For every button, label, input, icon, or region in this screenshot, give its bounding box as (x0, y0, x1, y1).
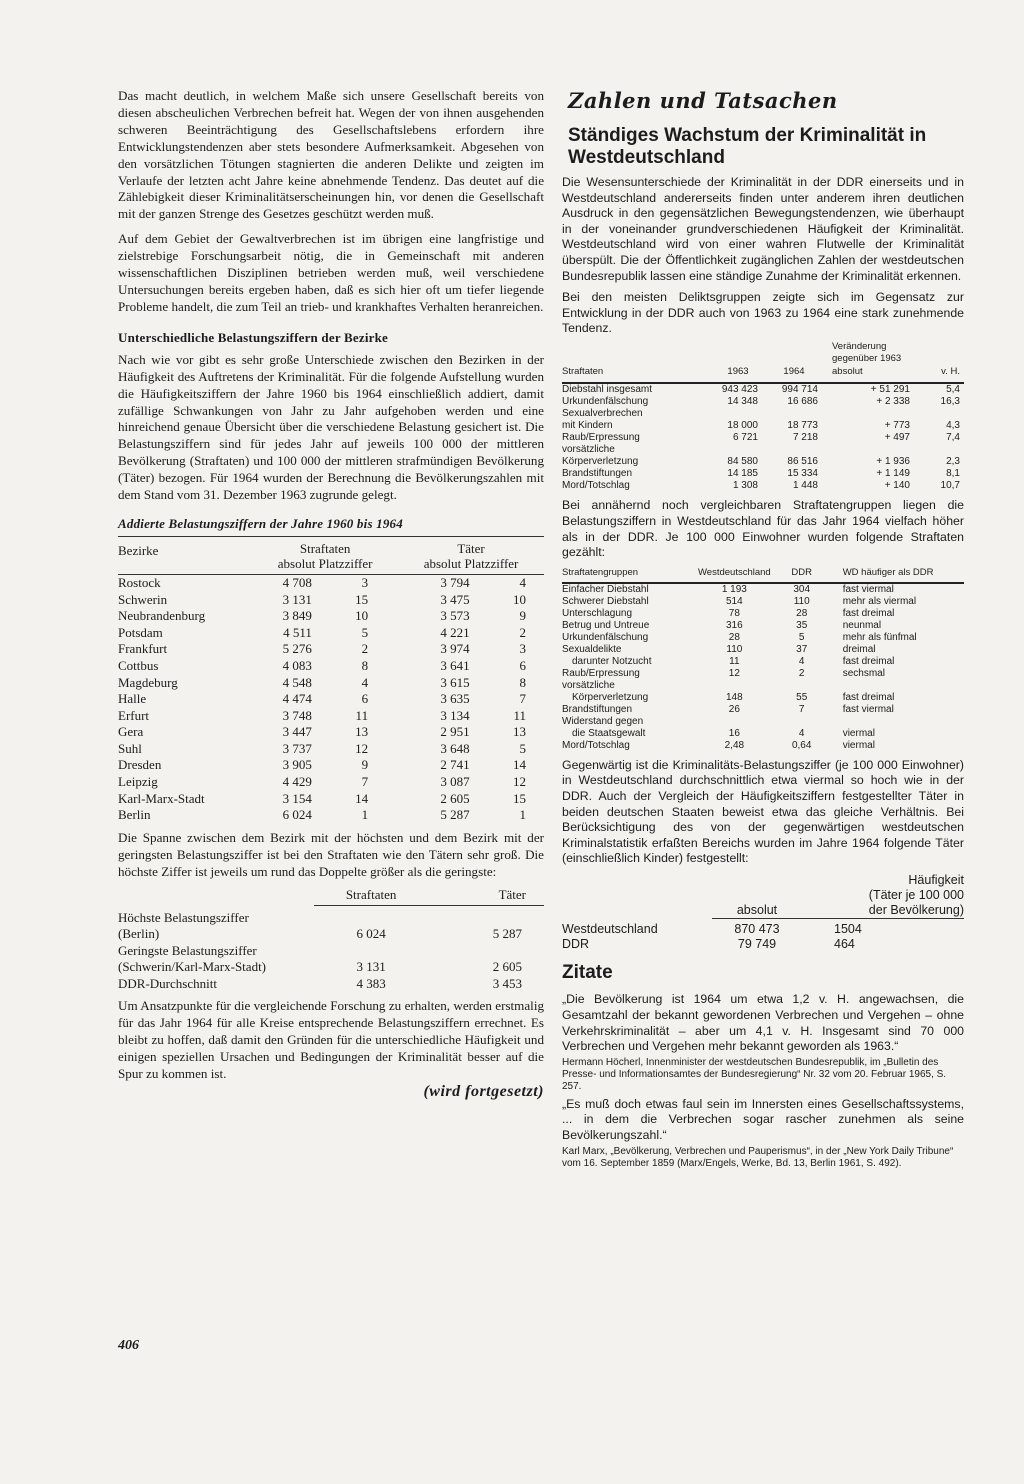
cell-1964: 16 686 (787, 396, 818, 408)
cell-taeter-platz: 12 (513, 774, 526, 790)
cell-taeter-absolut: 3 615 (440, 674, 470, 690)
cell-taeter-platz: 10 (513, 591, 526, 607)
table-row (562, 728, 964, 740)
cell-1963: 14 185 (727, 468, 758, 480)
table-row (562, 740, 964, 752)
cell-taeter-platz: 4 (519, 574, 526, 590)
table-row (562, 716, 964, 728)
cell-haeufiger: fast viermal (842, 703, 894, 715)
table-row (562, 692, 964, 704)
cell-label: die Staatsgewalt (572, 727, 646, 739)
cell-straftaten-platz: 9 (361, 757, 369, 773)
header-line: (Täter je 100 000 (868, 887, 964, 902)
table-row (118, 608, 544, 625)
cell-1963: 84 580 (727, 456, 758, 468)
cell-label: Widerstand gegen (562, 715, 644, 727)
cell-straftaten-absolut: 3 447 (282, 724, 312, 740)
quotes-heading: Zitate (562, 962, 613, 984)
cell-taeter-platz: 13 (513, 724, 526, 740)
cell-label: Sexualverbrechen (562, 408, 643, 420)
row-label: Höchste Belastungsziffer (118, 909, 249, 925)
row-label: Geringste Belastungsziffer (118, 942, 257, 958)
cell-taeter-absolut: 2 605 (440, 790, 470, 806)
cell-westdeutschland: 28 (728, 631, 740, 643)
col-header-bezirke: Bezirke (118, 542, 159, 558)
research-outlook-paragraph: Um Ansatzpunkte für die vergleichende Forschung zu erhalten, werden erstmalig für das Jahr 1964 für alle Kreise entsprechende Belastungsziffern errechnet. Es bleibt zu hoffen, daß damit den Gründen für die unterschiedliche Häufigkeit und einigen speziellen Ursachen und Bedingungen der Kriminalität besser auf die Spur zu kommen ist. (118, 998, 544, 1081)
section-heading: Unterschiedliche Belastungsziffern der Bezirke (118, 329, 388, 345)
col-header-straftaten: Straftaten (314, 887, 428, 906)
table-row (562, 480, 964, 492)
cell-straftaten-platz: 11 (355, 707, 369, 723)
col-header-wd-haeufiger: WD häufiger als DDR (842, 566, 934, 578)
cell-ddr: 55 (796, 691, 808, 703)
cell-westdeutschland: 12 (728, 667, 740, 679)
cell-ddr: 37 (796, 643, 808, 655)
row-label: Westdeutschland (562, 922, 658, 937)
cell-ddr: 304 (793, 583, 811, 595)
cell-taeter-absolut: 3 794 (440, 574, 470, 590)
cell-westdeutschland: 316 (726, 619, 743, 631)
cell-label: mit Kindern (562, 420, 613, 432)
cell-haeufiger: neunmal (842, 619, 882, 631)
cell-change: + 140 (884, 480, 910, 492)
ratio-paragraph: Gegenwärtig ist die Kriminalitäts-Belastungsziffer (je 100 000 Einwohner) in Westdeutschland durchschnittlich etwa viermal so hoch wie in der DDR. Auch der Vergleich der Häufigkeitsziffern festgestellter Täter in beiden deutschen Staaten beweist etwa das gleiche Verhältnis. Bei Berücksichtigung des von der gegenwärtigen westdeutschen Kriminalstatistik erfaßten Bereichs wurden im Jahre 1964 folgende Täter (einschließlich Kinder) festgestellt: (562, 757, 964, 866)
cell-taeter-absolut: 4 221 (440, 624, 470, 640)
crime-trend-table (562, 341, 964, 493)
cell-vh: 4,3 (946, 420, 960, 432)
cell-label: Unterschlagung (562, 607, 633, 619)
cell-taeter-absolut: 3 475 (440, 591, 470, 607)
cell-label: darunter Notzucht (572, 655, 652, 667)
cell-bezirk: Dresden (118, 757, 162, 773)
cell-bezirk: Rostock (118, 574, 161, 590)
table-row (118, 807, 544, 824)
row-label: DDR (562, 937, 590, 952)
cell-haeufiger: viermal (842, 739, 875, 751)
table-row (562, 383, 964, 396)
cell-straftaten-platz: 14 (355, 790, 369, 806)
cell-ddr (771, 716, 833, 728)
cell-haeufiger: viermal (842, 727, 875, 739)
cell-straftaten-absolut: 3 905 (282, 757, 312, 773)
table-row (118, 675, 544, 692)
cell-straftaten-absolut: 4 474 (282, 691, 312, 707)
col-header-ddr: DDR (791, 566, 812, 578)
col-header-taeter: Täter (457, 540, 485, 556)
research-paragraph: Auf dem Gebiet der Gewaltverbrechen ist im übrigen eine langfristige und zielstrebige Forschungsarbeit nötig, die in Gemeinschaft mit anderen wissenschaftlichen Disziplinen betrieben werden muß, weil verschiedene Untersuchungen bereits ergeben haben, daß es sich hier oft um tiefer liegende Probleme handelt, die zum Teil an trieb- und krankhaftes Verhalten heranreichen. (118, 231, 544, 314)
cell-change: + 51 291 (870, 384, 910, 396)
cell-vh: 2,3 (946, 456, 960, 468)
cell-label: Urkundenfälschung (562, 631, 649, 643)
cell-bezirk: Neubrandenburg (118, 608, 206, 624)
cell-haeufiger: mehr als fünfmal (842, 631, 917, 643)
cell-label: Einfacher Diebstahl (562, 583, 649, 595)
cell-1963 (712, 444, 764, 456)
table-row (118, 574, 544, 591)
cell-straftaten-absolut: 3 131 (282, 591, 312, 607)
quote-hoecherl: „Die Bevölkerung ist 1964 um etwa 1,2 v. H. angewachsen, die Gesamtzahl der bekannt gewordenen Verbrechen und Vergehen – ohne Verkehrskriminalität – aber um 4,1 v. H. Insgesamt sind 70 000 Verbrechen und Vergehen mehr bekannt geworden als 1963.“ (562, 992, 964, 1054)
cell-straftaten-platz: 3 (361, 574, 369, 590)
cell-taeter-platz: 14 (513, 757, 526, 773)
row-label: DDR-Durchschnitt (118, 975, 217, 991)
cell-ddr: 110 (793, 595, 810, 607)
cell-change: + 497 (884, 432, 910, 444)
cell-ddr: 35 (796, 619, 808, 631)
cell-taeter-platz: 7 (519, 691, 526, 707)
cell-straftaten-absolut: 3 737 (282, 740, 312, 756)
table-row (562, 704, 964, 716)
left-column (118, 88, 544, 1101)
cell-straftaten-platz: 7 (361, 774, 369, 790)
cell-taeter-platz: 3 (519, 641, 526, 657)
cell-straftaten-platz: 5 (361, 624, 369, 640)
table-row (562, 608, 964, 620)
cell-1964 (764, 444, 824, 456)
cell-straftaten-absolut: 4 511 (283, 624, 312, 640)
cell-label: Körperverletzung (562, 456, 639, 468)
table-row (118, 791, 544, 808)
cell-straftaten-platz: 13 (355, 724, 369, 740)
cell-haeufiger: fast dreimal (842, 691, 895, 703)
cell-1964: 994 714 (781, 384, 818, 396)
table-row (118, 691, 544, 708)
table-row (118, 774, 544, 791)
cell-westdeutschland: 148 (726, 691, 743, 703)
cell-ddr: 28 (796, 607, 808, 619)
cell-bezirk: Berlin (118, 807, 151, 823)
cell-bezirk: Magdeburg (118, 674, 178, 690)
cell-straftaten-absolut: 5 276 (282, 641, 312, 657)
cell-straftaten: 3 131 (356, 959, 386, 975)
offenders-table (562, 873, 964, 953)
cell-bezirk: Halle (118, 691, 147, 707)
districts-table (118, 536, 544, 824)
cell-straftaten-absolut: 3 748 (282, 707, 312, 723)
cell-1963: 1 308 (732, 480, 758, 492)
cell-taeter-platz: 5 (519, 740, 526, 756)
cell-1964: 7 218 (792, 432, 818, 444)
cell-1963: 18 000 (727, 420, 758, 432)
table-row (118, 724, 544, 741)
cell-westdeutschland: 1 193 (721, 583, 747, 595)
cell-taeter-absolut: 3 641 (440, 657, 470, 673)
cell-bezirk: Suhl (118, 740, 142, 756)
cell-label: Körperverletzung (572, 691, 649, 703)
cell-change (824, 408, 910, 420)
cell-vh: 8,1 (946, 468, 960, 480)
cell-absolut: 870 473 (734, 922, 780, 937)
cell-straftaten-absolut: 4 083 (282, 657, 312, 673)
cell-1964: 15 334 (787, 468, 818, 480)
cell-taeter-platz: 11 (513, 707, 526, 723)
cell-haeufiger: sechsmal (842, 667, 885, 679)
cell-taeter-absolut: 3 635 (440, 691, 470, 707)
cell-westdeutschland (698, 680, 771, 692)
col-header-wd: Westdeutschland (698, 566, 771, 578)
cell-westdeutschland: 11 (729, 655, 740, 667)
table-row (118, 658, 544, 675)
cell-haeufiger: mehr als viermal (842, 595, 917, 607)
cell-label: Brandstiftungen (562, 703, 633, 715)
cell-haeufiger: fast viermal (842, 583, 894, 595)
quote-source-marx: Karl Marx, „Bevölkerung, Verbrechen und Pauperismus“, in der „New York Daily Tribune“ vom 16. September 1859 (Marx/Engels, Werke, Bd. 13, Berlin 1961, S. 492). (562, 1145, 954, 1169)
cell-westdeutschland: 26 (728, 703, 740, 715)
cell-ddr: 2 (798, 667, 805, 679)
cell-haeufigkeit: 1504 (834, 922, 862, 937)
cell-label: Mord/Totschlag (562, 739, 630, 751)
table-row (562, 632, 964, 644)
cell-straftaten-absolut: 3 154 (282, 790, 312, 806)
cell-straftaten-platz: 8 (361, 657, 369, 673)
cell-straftaten-platz: 4 (361, 674, 369, 690)
table-row (562, 456, 964, 468)
cell-straftaten-absolut: 4 548 (282, 674, 312, 690)
quote-marx: „Es muß doch etwas faul sein im Innersten eines Gesellschaftssystems, ... in dem die Verbrechen sogar rascher zunehmen als seine Bevölkerungszahl.“ (562, 1096, 964, 1143)
table-row (118, 641, 544, 658)
article-intro: Die Wesensunterschiede der Kriminalität in der DDR einerseits und in Westdeutschland andererseits finden unter anderem ihren deutlichen Ausdruck in den gegensätzlichen Bewegungstendenzen, wie überhaupt in der voneinander grundverschiedenen Häufigkeit der Kriminalität. Westdeutschland wird von einer wahren Flutwelle der Kriminalität überspült. Die der Öffentlichkeit zugänglichen Zahlen der westdeutschen Bundesrepublik lassen eine ständige Zunahme der Kriminalität erkennen. (562, 175, 964, 283)
cell-ddr: 5 (798, 631, 805, 643)
cell-1964: 1 448 (792, 480, 818, 492)
cell-ddr (771, 680, 833, 692)
wd-ddr-table (562, 567, 964, 752)
table-caption: Addierte Belastungsziffern der Jahre 1960 bis 1964 (118, 515, 403, 531)
cell-label: Diebstahl insgesamt (562, 384, 653, 396)
cell-1963 (712, 408, 764, 420)
col-subheader-taeter: absolut Platzziffer (423, 555, 519, 571)
table-row (562, 444, 964, 456)
cell-absolut: 79 749 (737, 937, 777, 952)
extremes-table (118, 887, 544, 993)
table-row (562, 468, 964, 480)
continued-note: (wird fortgesetzt) (423, 1082, 544, 1100)
cell-vh: 7,4 (946, 432, 960, 444)
table-row (118, 592, 544, 609)
cell-taeter-platz: 2 (519, 624, 526, 640)
cell-change: + 2 338 (876, 396, 910, 408)
cell-taeter: 2 605 (492, 959, 522, 975)
cell-haeufiger (833, 716, 964, 728)
cell-change: + 1 149 (876, 468, 910, 480)
cell-bezirk: Karl-Marx-Stadt (118, 790, 205, 806)
cell-taeter-absolut: 3 573 (440, 608, 470, 624)
table-row (562, 680, 964, 692)
table-row (562, 596, 964, 608)
col-header-taeter: Täter (428, 887, 544, 906)
cell-straftaten: 6 024 (356, 926, 386, 942)
row-label: (Berlin) (118, 926, 160, 942)
table-row (562, 432, 964, 444)
range-paragraph: Die Spanne zwischen dem Bezirk mit der höchsten und dem Bezirk mit der geringsten Belastungsziffer ist bei den Straftaten wie den Tätern sehr groß. Die höchste Ziffer ist jeweils um rund das Doppelte größer als die geringste: (118, 829, 544, 879)
cell-1964: 86 516 (787, 456, 818, 468)
cell-vh: 16,3 (940, 396, 960, 408)
cell-ddr: 7 (798, 703, 805, 715)
col-header-straftaten: Straftaten (562, 365, 604, 377)
cell-1963: 6 721 (732, 432, 758, 444)
row-label: (Schwerin/Karl-Marx-Stadt) (118, 959, 267, 975)
cell-haeufiger: dreimal (842, 643, 876, 655)
cell-haeufigkeit: 464 (834, 937, 855, 952)
section-title: Zahlen und Tatsachen (568, 88, 838, 113)
cell-westdeutschland: 2,48 (724, 739, 745, 751)
cell-bezirk: Gera (118, 724, 144, 740)
cell-taeter-absolut: 3 648 (440, 740, 470, 756)
cell-straftaten-platz: 1 (361, 807, 369, 823)
cell-haeufiger: fast dreimal (842, 655, 895, 667)
col-subheader-straftaten: absolut Platzziffer (277, 555, 373, 571)
cell-change: + 773 (884, 420, 910, 432)
cell-taeter: 3 453 (492, 975, 522, 991)
cell-ddr: 4 (798, 727, 805, 739)
table-row (562, 420, 964, 432)
header-line: der Bevölkerung) (868, 902, 964, 917)
cell-ddr: 0,64 (791, 739, 812, 751)
table-row (118, 757, 544, 774)
cell-1963: 14 348 (727, 396, 758, 408)
cell-label: Mord/Totschlag (562, 480, 630, 492)
cell-westdeutschland: 16 (728, 727, 740, 739)
intro-paragraph: Das macht deutlich, in welchem Maße sich unsere Gesellschaft bereits von diesen abscheulichen Verbrechen befreit hat. Wegen der von ihnen ausgehenden schweren Beeinträchtigung des Gesellschaftslebens erfordern ihre Entwicklungstendenzen aber stets besondere Aufmerksamkeit. Abgesehen von den vorsätzlichen Tötungen stagnierten die anderen Delikte und zeigten im Verlaufe der letzten acht Jahre keine abnehmende Tendenz. Das deutet auf die Zählebigkeit dieser Kriminalitätserscheinungen hin, vor denen die Gesellschaft mit der ganzen Strenge des Gesetzes geschützt werden muß. (118, 88, 544, 222)
cell-taeter-platz: 9 (519, 608, 526, 624)
trend-paragraph: Bei den meisten Deliktsgruppen zeigte sich im Gegensatz zur Entwicklung in der DDR auch von 1963 zu 1964 eine stark zunehmende Tendenz. (562, 290, 964, 336)
cell-label: Schwerer Diebstahl (562, 595, 649, 607)
cell-ddr: 4 (798, 655, 805, 667)
cell-taeter-absolut: 5 287 (440, 807, 470, 823)
col-header-haeufigkeit (802, 873, 964, 919)
cell-label: Raub/Erpressung (562, 667, 640, 679)
right-column (562, 88, 964, 1174)
table-row (562, 396, 964, 408)
cell-change: + 1 936 (876, 456, 910, 468)
cell-vh: 10,7 (940, 480, 960, 492)
cell-taeter-absolut: 3 087 (440, 774, 470, 790)
quote-source-hoecherl: Hermann Höcherl, Innenminister der westdeutschen Bundesrepublik, im „Bulletin des Presse- und Informationsamtes der Bundesregierung“ Nr. 32 vom 20. Februar 1965, S. 257. (562, 1056, 947, 1092)
col-header-absolut: absolut (712, 873, 802, 919)
cell-straftaten-absolut: 4 708 (282, 574, 312, 590)
cell-label: Urkundenfälschung (562, 396, 649, 408)
cell-taeter-absolut: 2 951 (440, 724, 470, 740)
cell-label: Betrug und Untreue (562, 619, 650, 631)
cell-bezirk: Schwerin (118, 591, 168, 607)
cell-straftaten-absolut: 3 849 (282, 608, 312, 624)
cell-vh (910, 408, 964, 420)
col-header-change: Veränderung gegenüber 1963 absolut (832, 340, 902, 377)
table-row (562, 620, 964, 632)
cell-straftaten-absolut: 6 024 (282, 807, 312, 823)
cell-taeter-platz: 8 (519, 674, 526, 690)
cell-westdeutschland: 514 (726, 595, 743, 607)
col-header-vh: v. H. (941, 365, 960, 377)
table-row (562, 408, 964, 420)
cell-1964 (764, 408, 824, 420)
cell-taeter: 5 287 (492, 926, 522, 942)
cell-bezirk: Cottbus (118, 657, 159, 673)
table-row (562, 668, 964, 680)
cell-label: vorsätzliche (562, 679, 615, 691)
cell-bezirk: Erfurt (118, 707, 150, 723)
cell-bezirk: Frankfurt (118, 641, 168, 657)
cell-straftaten-platz: 10 (355, 608, 369, 624)
cell-straftaten: 4 383 (356, 975, 386, 991)
cell-taeter-absolut: 3 974 (440, 641, 470, 657)
cell-vh: 5,4 (946, 384, 960, 396)
cell-taeter-platz: 15 (513, 790, 526, 806)
cell-straftaten-absolut: 4 429 (282, 774, 312, 790)
cell-westdeutschland: 78 (728, 607, 740, 619)
cell-haeufiger (833, 680, 964, 692)
districts-paragraph: Nach wie vor gibt es sehr große Unterschiede zwischen den Bezirken in der Häufigkeit des Auftretens der Kriminalität. Für die folgende Aufstellung wurden die Häufigkeitsziffern der Jahre 1960 bis 1964 einschließlich addiert, damit zufällige Schwankungen von Jahr zu Jahr aufgehoben werden und eine hinreichend genaue Übersicht über die verschiedene Belastung gesichert ist. Die Belastungsziffern sind für jedes Jahr auf jeweils 100 000 der mittleren Bevölkerung (Straftaten) und 100 000 der mittleren strafmündigen Bevölkerung (Täter) bezogen. Für 1964 wurden der Berechnung die Bevölkerungszahlen mit dem Stand vom 31. Dezember 1963 zugrunde gelegt. (118, 351, 544, 503)
table-row (562, 644, 964, 656)
article-headline: Ständiges Wachstum der Kriminalität in Westdeutschland (568, 125, 927, 168)
table-row (118, 741, 544, 758)
cell-1964: 18 773 (787, 420, 818, 432)
cell-straftaten-platz: 12 (355, 740, 369, 756)
cell-straftaten-platz: 2 (361, 641, 369, 657)
col-header-1964: 1964 (783, 365, 805, 377)
comparison-paragraph: Bei annähernd noch vergleichbaren Straftatengruppen liegen die Belastungsziffern in Westdeutschland für das Jahr 1964 vielfach höher als in der DDR. Je 100 000 Einwohner wurden folgende Straftaten gezählt: (562, 498, 964, 560)
cell-taeter-absolut: 2 741 (440, 757, 470, 773)
cell-straftaten-platz: 15 (355, 591, 369, 607)
cell-straftaten-platz: 6 (361, 691, 369, 707)
cell-taeter-platz: 6 (519, 657, 526, 673)
table-row (118, 708, 544, 725)
cell-bezirk: Leipzig (118, 774, 158, 790)
col-header-gruppen: Straftatengruppen (562, 566, 639, 578)
table-row (118, 625, 544, 642)
table-row (562, 583, 964, 596)
cell-taeter-platz: 1 (519, 807, 526, 823)
cell-change (824, 444, 910, 456)
cell-label: Raub/Erpressung (562, 432, 640, 444)
cell-vh (910, 444, 964, 456)
cell-haeufiger: fast dreimal (842, 607, 895, 619)
cell-taeter-absolut: 3 134 (440, 707, 470, 723)
cell-1963: 943 423 (721, 384, 758, 396)
col-header-1963: 1963 (727, 365, 749, 377)
cell-bezirk: Potsdam (118, 624, 163, 640)
header-line: Häufigkeit (908, 872, 964, 887)
col-header-straftaten: Straftaten (299, 540, 351, 556)
page-number: 406 (118, 1338, 139, 1353)
cell-label: vorsätzliche (562, 444, 615, 456)
cell-label: Brandstiftungen (562, 468, 633, 480)
cell-westdeutschland (698, 716, 771, 728)
table-row (562, 656, 964, 668)
cell-westdeutschland: 110 (726, 643, 743, 655)
cell-label: Sexualdelikte (562, 643, 622, 655)
